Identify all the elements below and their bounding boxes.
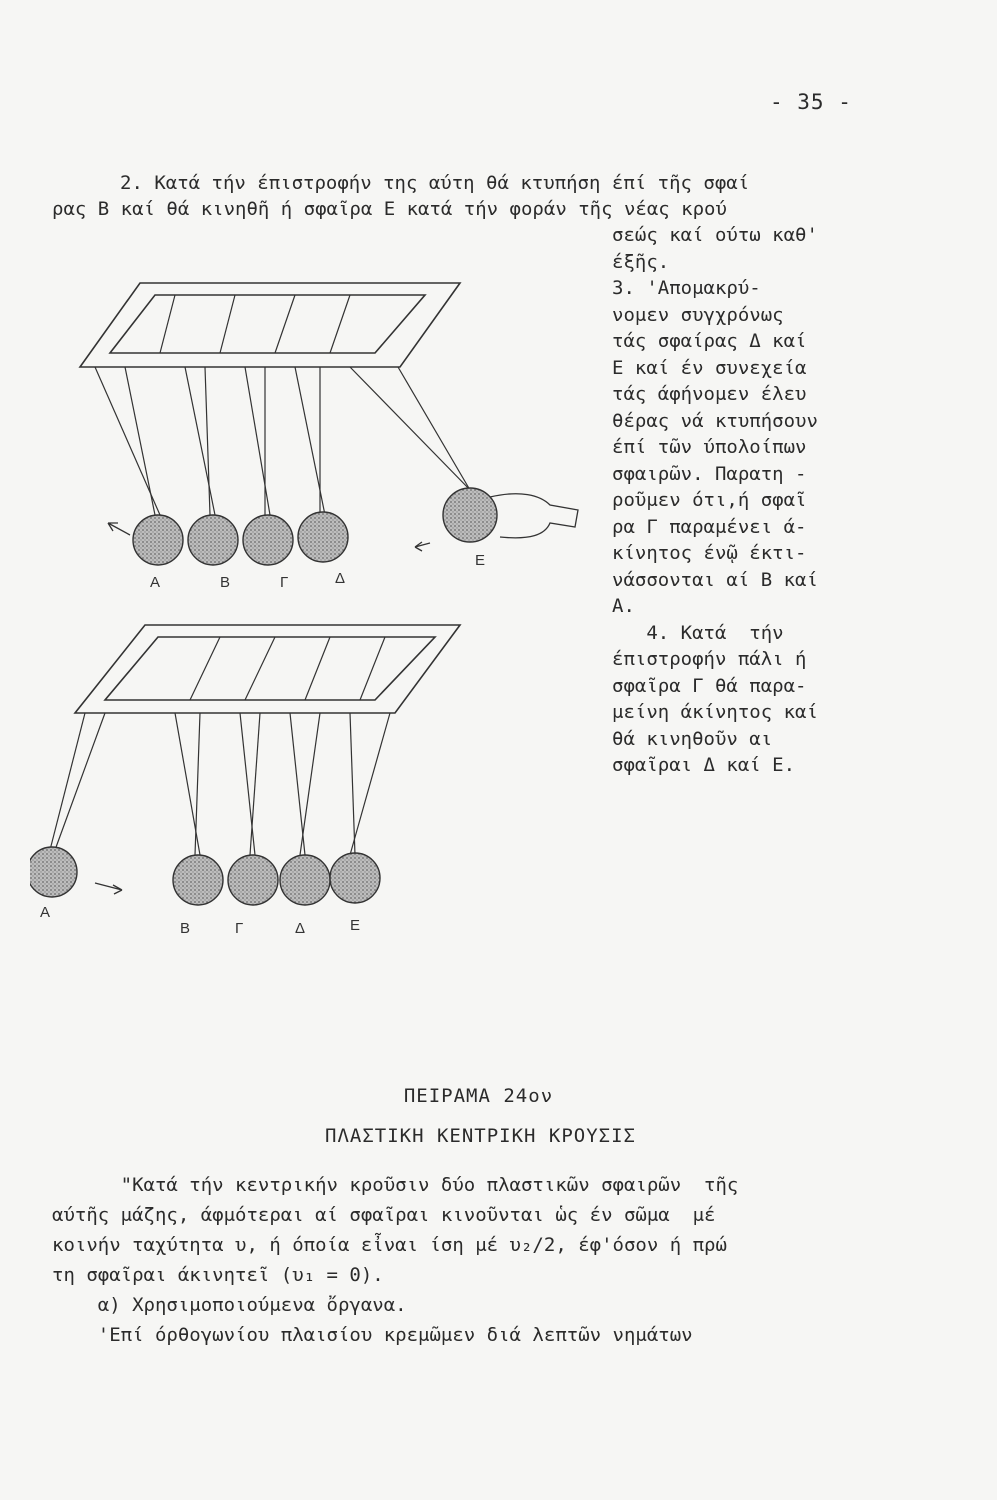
- bottom-balls: [30, 847, 380, 905]
- side-line: σφαιρῶν. Παρατη -: [612, 462, 807, 485]
- ball-e-top: [443, 488, 497, 542]
- side-line: ροῦμεν ότι,ή σφαῖ: [612, 489, 807, 511]
- side-line: θά κινηθοῦν αι: [612, 727, 773, 750]
- ball-e-bottom: [330, 853, 380, 903]
- side-column-text: [612, 222, 902, 779]
- side-line: νομεν συγχρόνως: [612, 303, 784, 326]
- paragraph-2-line-2: ρας Β καί θά κινηθῆ ή σφαῖρα Ε κατά τήν φοράν τῆς νέας κρού: [52, 198, 727, 220]
- bottom-strings: [50, 637, 390, 855]
- side-line: μείνη άκίνητος καί: [612, 701, 818, 723]
- side-line: έπιστροφήν πάλι ή: [612, 648, 807, 670]
- side-line: τάς άφήνομεν έλευ: [612, 383, 807, 405]
- side-line: κίνητος ένῷ έκτι-: [612, 542, 807, 564]
- side-line: τάς σφαίρας Δ καί: [612, 330, 807, 352]
- body-line: 'Επί όρθογωνίου πλαισίου κρεμῶμεν διά λεπτῶν νημάτων: [52, 1324, 693, 1346]
- ball-a-bottom: [30, 847, 77, 897]
- side-line: Α.: [612, 595, 635, 617]
- body-line: α) Χρησιμοποιούμενα ὄργανα.: [52, 1294, 407, 1316]
- side-line: 4. Κατά τήν: [612, 621, 784, 644]
- body-line: τη σφαῖραι άκινητεῖ (υ₁ = 0).: [52, 1264, 384, 1286]
- label-d-bottom: Δ: [295, 920, 306, 937]
- label-g-top: Γ: [280, 574, 289, 591]
- arrow-right-top: [415, 542, 430, 551]
- bottom-frame: [75, 625, 460, 713]
- ball-g-bottom: [228, 855, 278, 905]
- paragraph-2-line-1: 2. Κατά τήν έπιστροφήν της αύτη θά κτυπήση έπί τῆς σφαί: [120, 172, 750, 194]
- hand-drawing: [490, 494, 578, 538]
- ball-d-top: [298, 512, 348, 562]
- side-line: σφαῖρα Γ θά παρα-: [612, 674, 807, 697]
- body-line: "Κατά τήν κεντρικήν κροῦσιν δύο πλαστικῶν σφαιρῶν τῆς: [52, 1174, 739, 1196]
- label-g-bottom: Γ: [235, 920, 244, 937]
- ball-b-bottom: [173, 855, 223, 905]
- side-line: 3. 'Απομακρύ-: [612, 277, 761, 299]
- side-line: ρα Γ παραμένει ά-: [612, 515, 807, 538]
- label-b-bottom: Β: [180, 920, 191, 937]
- body-line: αύτῆς μάζης, άφμότεραι αί σφαῖραι κινοῦνται ὡς έν σῶμα μέ: [52, 1204, 716, 1226]
- label-e-bottom: Ε: [350, 917, 361, 934]
- ball-g-top: [243, 515, 293, 565]
- experiment-title: ΠΕΙΡΑΜΑ 24ον: [403, 1085, 554, 1107]
- ball-d-bottom: [280, 855, 330, 905]
- arrow-right-bottom: [95, 883, 122, 894]
- side-line: σφαῖραι Δ καί Ε.: [612, 754, 796, 776]
- label-e-top: Ε: [475, 552, 486, 569]
- ball-a-top: [133, 515, 183, 565]
- top-balls: [133, 488, 497, 565]
- side-line: σεώς καί ούτω καθ': [612, 224, 818, 246]
- body-line: κοινήν ταχύτητα υ, ή όποία εἶναι ίση μέ υ₂/2, έφ'όσον ή πρώ: [52, 1234, 727, 1256]
- side-line: έξῆς.: [612, 250, 670, 273]
- label-b-top: Β: [220, 574, 231, 591]
- side-line: έπί τῶν ύπολοίπων: [612, 436, 807, 458]
- side-line: θέρας νά κτυπήσουν: [612, 409, 818, 432]
- body-text: [52, 1170, 738, 1350]
- ball-b-top: [188, 515, 238, 565]
- page-number: - 35 -: [770, 90, 852, 114]
- side-line: νάσσονται αί Β καί: [612, 568, 818, 591]
- experiment-subtitle: ΠΛΑΣΤΙΚΗ ΚΕΝΤΡΙΚΗ ΚΡΟΥΣΙΣ: [325, 1125, 636, 1147]
- top-frame: [80, 283, 460, 367]
- label-a-bottom: Α: [40, 904, 51, 921]
- newtons-cradle-figure: [30, 265, 610, 945]
- label-a-top: Α: [150, 574, 161, 591]
- arrow-left-top: [108, 523, 130, 535]
- top-strings: [95, 295, 475, 515]
- label-d-top: Δ: [335, 570, 346, 587]
- side-line: Ε καί έν συνεχεία: [612, 356, 807, 379]
